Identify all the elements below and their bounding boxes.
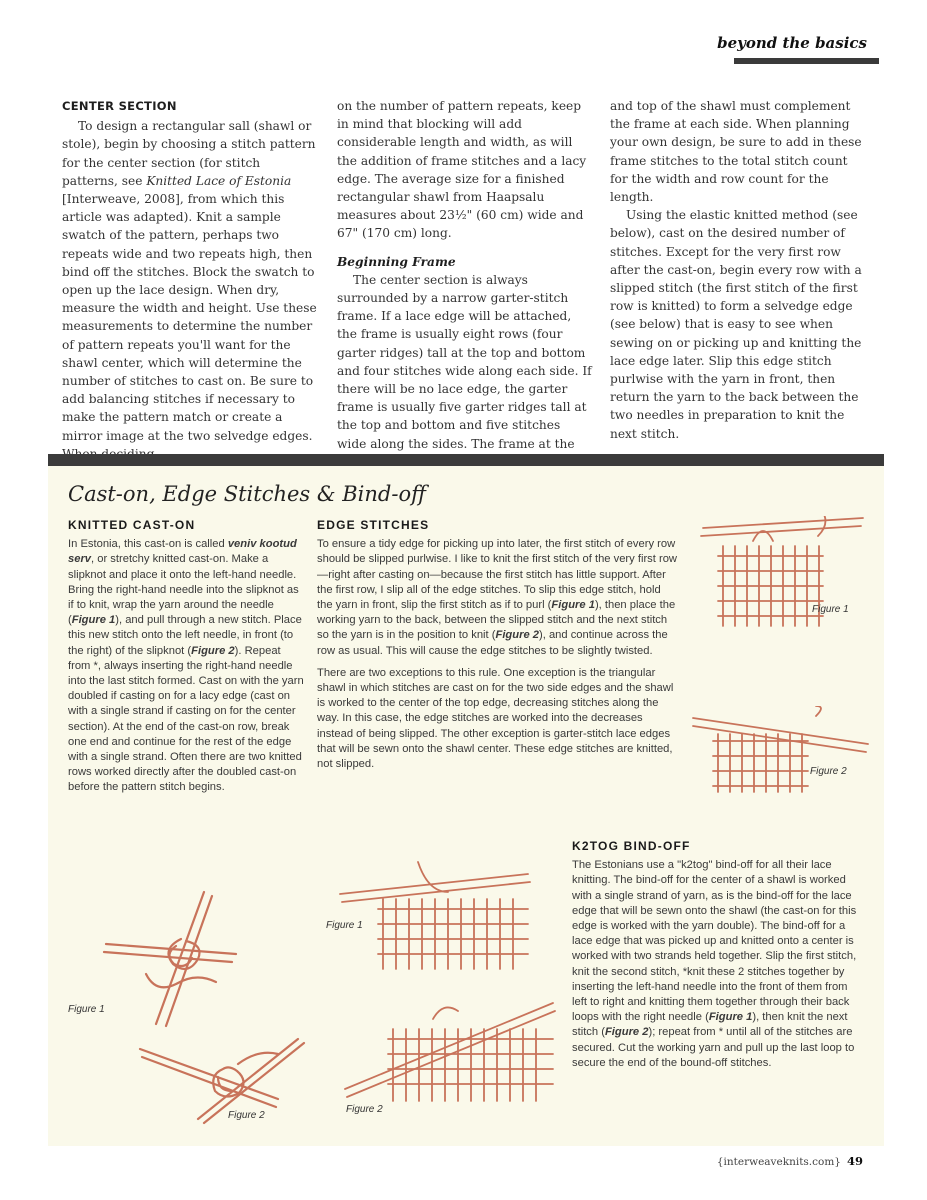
k2tog-figure-2-label: Figure 2 <box>346 1104 383 1115</box>
edge-stitches-heading: EDGE STITCHES <box>317 518 430 532</box>
k2tog-bind-off-section <box>572 839 862 1071</box>
sidebar-box <box>48 454 884 1146</box>
section-tag: beyond the basics <box>717 34 867 52</box>
knitted-cast-on-section <box>68 518 306 796</box>
frame-paragraph-part-1: The center section is always surrounded by a narrow garter-stitch frame. If a lace edge will be attached, the frame is usually eight rows (four garter ridges) tall at the top and bottom and four stitches wide along each side. If there will be no lace edge, the garter frame is usually five garter ridges tall at the top and bottom and five stitches wide along the sides. The frame at the <box>337 272 592 451</box>
edge-stitches-section <box>317 518 678 772</box>
edge-figure-1-label: Figure 1 <box>812 604 849 615</box>
center-paragraph-part-2: on the number of pattern repeats, keep in mind that blocking will add considerable length and width, as will the addition of frame stitches and a lacy edge. The average size for a finished rectangular shawl from Haapsalu measures about 23½" (60 cm) wide and 67" (170 cm) long. <box>337 99 587 241</box>
cast-on-figure-2-illustration <box>138 1019 308 1129</box>
article-column-2 <box>337 97 592 471</box>
center-paragraph-part-1: To design a rectangular sall (shawl or stole), begin by choosing a stitch pattern for the center section (for stitch patterns, see Knitted Lace of Estonia [Interweave, 2008], from which this article was adapted). Knit a sample swatch of the pattern, perhaps two repeats wide and two repeats high, then bind off the stitches. Block the swatch to open up the lace design. When dry, measure the width and height. Use these measurements to determine the number of pattern repeats you'll want for the shawl center, which will determine the number of stitches to cast on. Be sure to add balancing stitches if necessary to make the pattern match or create a mirror image at the two selvedge edges. <box>62 119 317 443</box>
cast-on-figure-1-label: Figure 1 <box>68 1004 105 1015</box>
footer-url: {interweaveknits.com} <box>716 1156 841 1168</box>
k2tog-bind-off-body: The Estonians use a "k2tog" bind-off for all their lace knitting. The bind-off for the center of a shawl is worked with a single strand of yarn, as is the bind-off for the lace edge that will be sewn onto the shawl (the cast-on for this edge is worked with the yarn double). The bind-off for a lace edge that was picked up and knitted onto a center is worked with two strands held together. Slip the first stitch, knit the second stitch, *knit these 2 stitches together by inserting the left-hand needle into the front of them from left to right and knitting them together through their back loops with the right needle (Figure 1), then knit the next stitch (Figure 2); repeat from * until all of the stitches are secured. Cut the working yarn and pull up the last loop to secure the end of the bound-off stitches. <box>572 859 857 1069</box>
edge-figure-2-label: Figure 2 <box>810 766 847 777</box>
sidebar-title: Cast-on, Edge Stitches & Bind-off <box>68 482 426 506</box>
beginning-frame-heading: Beginning Frame <box>337 254 456 269</box>
sidebar-top-rule <box>48 454 884 466</box>
k2tog-bind-off-heading: K2TOG BIND-OFF <box>572 839 691 853</box>
k2tog-figure-1-label: Figure 1 <box>326 920 363 931</box>
header-rule <box>734 58 879 64</box>
article-column-1 <box>62 97 318 463</box>
cast-on-figure-2-label: Figure 2 <box>228 1110 265 1121</box>
center-section-heading: CENTER SECTION <box>62 99 177 113</box>
page-footer <box>717 1154 863 1168</box>
edge-figure-1-illustration <box>693 516 868 636</box>
k2tog-figure-1-illustration <box>338 854 538 974</box>
edge-stitches-body-1: To ensure a tidy edge for picking up into later, the first stitch of every row should be slipped purlwise. I like to knit the first stitch of the very first row—right after casting on—because the first stitch has little support. After the first row, I slip all of the edge stitches. To slip this edge stitch, hold the yarn in front, slip the first stitch as if to purl (Figure 1), then place the working yarn to the back, between the slipped stitch and the next stitch so the yarn is in the position to knit (Figure 2), and continue across the row as usual. This will cause the edge stitches to be slightly twisted. <box>317 538 678 657</box>
knitted-cast-on-body: In Estonia, this cast-on is called veniv kootud serv, or stretchy knitted cast-on. Make a slipknot and place it onto the left-hand needle. Bring the right-hand needle into the slipknot as if to knit, wrap the yarn around the needle (Figure 1), and pull through a new stitch. Place this new stitch onto the left needle, in front (to the right) of the slipknot (Figure 2). Repeat from *, always inserting the right-hand needle into the last stitch formed. Cast on with the yarn doubled if casting on for a lacy edge (cast on with a single strand if casting on for the center section). At the end of the cast-on row, break one end and continue for the rest of the edge with a single strand. Often there are two knitted rows worked directly after the doubled cast-on before the pattern stitch begins. <box>68 538 304 794</box>
edge-stitches-body-2: There are two exceptions to this rule. One exception is the triangular shawl in which stitches are cast on for the two side edges and the shawl is worked to the center of the top edge, decreasing stitches along the way. In this case, the edge stitches are worked into the decreases instead of being slipped. The other exception is garter-stitch lace edges that will be sewn onto the shawl center. These edge stitches are knitted, not slipped. <box>317 666 674 771</box>
edge-figure-2-illustration <box>688 706 873 796</box>
page-number: 49 <box>846 1154 863 1168</box>
cast-on-figure-1-illustration <box>86 884 246 1034</box>
knitted-cast-on-heading: KNITTED CAST-ON <box>68 518 196 532</box>
cast-on-paragraph: Using the elastic knitted method (see below), cast on the desired number of stitches. Except for the very first row after the cast-on, begin every row with a slipped stitch (the first stitch of the first row is knitted) to form a selvedge edge (see below) that is easy to see when sewing on or picking up and knitting the lace edge later. Slip this edge stitch purlwise with the yarn in front, then return the yarn to the back between the two needles in preparation to knit the next stitch. <box>610 208 862 441</box>
frame-paragraph-part-2: and top of the shawl must complement the frame at each side. When planning your own design, be sure to add in these frame stitches to the total stitch count for the width and row count for the length. <box>610 99 862 205</box>
article-column-3 <box>610 97 868 443</box>
k2tog-figure-2-illustration <box>343 999 558 1109</box>
